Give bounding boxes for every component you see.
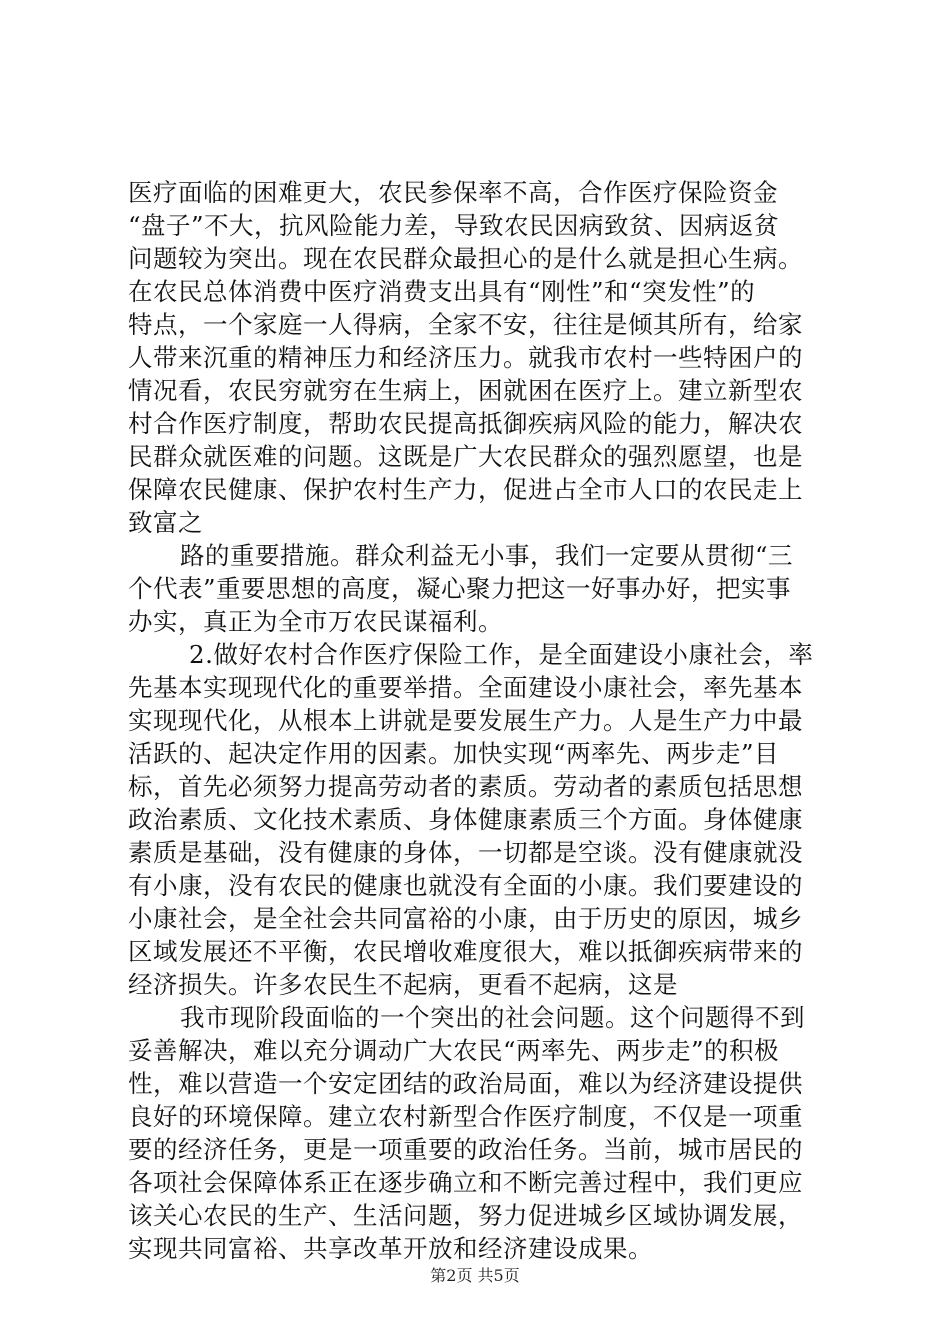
text-line: 民群众就医难的问题。这既是广大农民群众的强烈愿望，也是 [128, 442, 803, 471]
text-line: 个代表”重要思想的高度，凝心聚力把这一好事办好，把实事 [128, 574, 792, 603]
text-line: 要的经济任务，更是一项重要的政治任务。当前，城市居民的 [128, 1135, 803, 1164]
text-line: 村合作医疗制度，帮助农民提高抵御疾病风险的能力，解决农 [128, 409, 803, 438]
text-line: 该关心农民的生产、生活问题，努力促进城乡区域协调发展， [128, 1201, 803, 1230]
body-text [128, 176, 833, 1265]
text-line: 良好的环境保障。建立农村新型合作医疗制度，不仅是一项重 [128, 1102, 803, 1131]
text-line: 实现共同富裕、共享改革开放和经济建设成果。 [128, 1234, 653, 1263]
text-line: “盘子”不大，抗风险能力差，导致农民因病致贫、因病返贫 [128, 211, 780, 240]
text-line: 保障农民健康、保护农村生产力，促进占全市人口的农民走上 [128, 475, 803, 504]
text-line: 情况看，农民穷就穷在生病上，困就困在医疗上。建立新型农 [128, 376, 803, 405]
paragraph-start-line: 2.做好农村合作医疗保险工作，是全面建设小康社会，率 [189, 640, 814, 669]
text-line: 妥善解决，难以充分调动广大农民“两率先、两步走”的积极 [128, 1036, 780, 1065]
text-line: 经济损失。许多农民生不起病，更看不起病，这是 [128, 970, 678, 999]
text-line: 致富之 [128, 508, 203, 537]
paragraph-start-line: 我市现阶段面临的一个突出的社会问题。这个问题得不到 [180, 1003, 805, 1032]
text-line: 区域发展还不平衡，农民增收难度很大，难以抵御疾病带来的 [128, 937, 803, 966]
text-line: 政治素质、文化技术素质、身体健康素质三个方面。身体健康 [128, 805, 803, 834]
text-line: 问题较为突出。现在农民群众最担心的是什么就是担心生病。 [128, 244, 803, 273]
paragraph-start-line: 路的重要措施。群众利益无小事，我们一定要从贯彻“三 [180, 541, 794, 570]
text-line: 素质是基础，没有健康的身体，一切都是空谈。没有健康就没 [128, 838, 803, 867]
text-line: 办实，真正为全市万农民谋福利。 [128, 607, 503, 636]
text-line: 特点，一个家庭一人得病，全家不安，往往是倾其所有，给家 [128, 310, 803, 339]
text-line: 各项社会保障体系正在逐步确立和不断完善过程中，我们更应 [128, 1168, 803, 1197]
page-number-label: 第2页 共5页 [430, 1266, 520, 1285]
text-line: 性，难以营造一个安定团结的政治局面，难以为经济建设提供 [128, 1069, 803, 1098]
text-line: 先基本实现现代化的重要举措。全面建设小康社会，率先基本 [128, 673, 803, 702]
text-line: 人带来沉重的精神压力和经济压力。就我市农村一些特困户的 [128, 343, 803, 372]
text-line: 在农民总体消费中医疗消费支出具有“刚性”和“突发性”的 [128, 277, 756, 306]
text-line: 医疗面临的困难更大，农民参保率不高，合作医疗保险资金 [128, 178, 778, 207]
text-line: 实现现代化，从根本上讲就是要发展生产力。人是生产力中最 [128, 706, 803, 735]
page-footer [0, 1266, 950, 1286]
text-line: 标，首先必须努力提高劳动者的素质。劳动者的素质包括思想 [128, 772, 803, 801]
text-line: 小康社会，是全社会共同富裕的小康，由于历史的原因，城乡 [128, 904, 803, 933]
text-line: 有小康，没有农民的健康也就没有全面的小康。我们要建设的 [128, 871, 803, 900]
text-line: 活跃的、起决定作用的因素。加快实现“两率先、两步走”目 [128, 739, 780, 768]
